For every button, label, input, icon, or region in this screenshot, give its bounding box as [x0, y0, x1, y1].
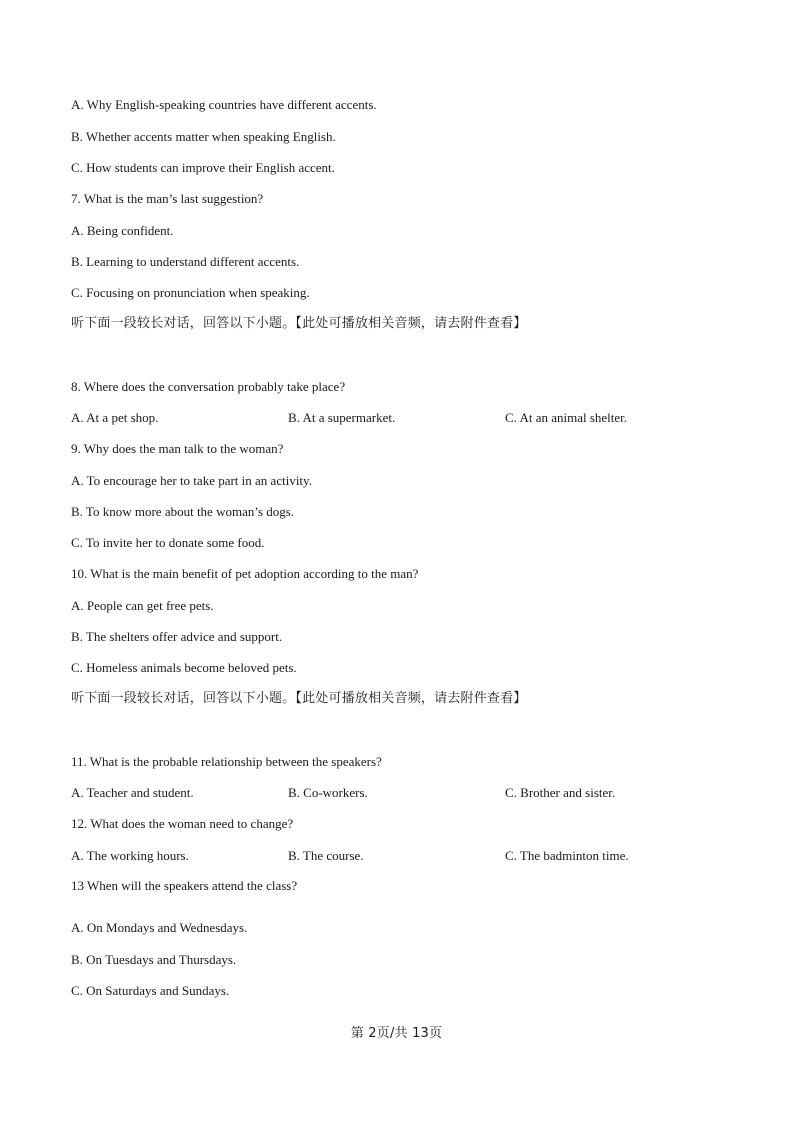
q11-option-c: C. Brother and sister.	[505, 785, 616, 800]
q8-question: 8. Where does the conversation probably take place?	[71, 379, 346, 394]
q8-option-a: A. At a pet shop.	[71, 410, 159, 425]
q7-option-b: B. Learning to understand different accents.	[71, 254, 300, 269]
q8-option-c: C. At an animal shelter.	[505, 410, 628, 425]
q10-option-c: C. Homeless animals become beloved pets.	[71, 660, 297, 675]
q7-question: 7. What is the man’s last suggestion?	[71, 191, 264, 206]
q6-option-a: A. Why English-speaking countries have different accents.	[71, 97, 377, 112]
q9-option-c: C. To invite her to donate some food.	[71, 535, 265, 550]
q10-option-a: A. People can get free pets.	[71, 598, 214, 613]
q12-option-a: A. The working hours.	[71, 848, 189, 863]
q13-option-c: C. On Saturdays and Sundays.	[71, 983, 230, 998]
q12-question: 12. What does the woman need to change?	[71, 816, 294, 831]
q12-option-c: C. The badminton time.	[505, 848, 629, 863]
q8-option-b: B. At a supermarket.	[288, 410, 396, 425]
q6-option-b: B. Whether accents matter when speaking English.	[71, 129, 336, 144]
q11-question: 11. What is the probable relationship between the speakers?	[71, 754, 382, 769]
listening-instruction-2: 听下面一段较长对话，回答以下小题。【此处可播放相关音频，请去附件查看】	[71, 691, 527, 706]
q10-question: 10. What is the main benefit of pet adoption according to the man?	[71, 566, 419, 581]
q11-option-a: A. Teacher and student.	[71, 785, 194, 800]
q9-question: 9. Why does the man talk to the woman?	[71, 441, 284, 456]
page-number: 第 2页/共 13页	[350, 1026, 443, 1041]
q6-option-c: C. How students can improve their English accent.	[71, 160, 335, 175]
q7-option-c: C. Focusing on pronunciation when speaking.	[71, 285, 310, 300]
q9-option-b: B. To know more about the woman’s dogs.	[71, 504, 295, 519]
q7-option-a: A. Being confident.	[71, 223, 174, 238]
q13-option-a: A. On Mondays and Wednesdays.	[71, 920, 248, 935]
q12-option-b: B. The course.	[288, 848, 364, 863]
q11-option-b: B. Co-workers.	[288, 785, 368, 800]
listening-instruction-1: 听下面一段较长对话，回答以下小题。【此处可播放相关音频，请去附件查看】	[71, 316, 527, 331]
q10-option-b: B. The shelters offer advice and support.	[71, 629, 283, 644]
q13-option-b: B. On Tuesdays and Thursdays.	[71, 952, 237, 967]
q13-question: 13 When will the speakers attend the class?	[71, 878, 298, 893]
q9-option-a: A. To encourage her to take part in an activity.	[71, 473, 312, 488]
